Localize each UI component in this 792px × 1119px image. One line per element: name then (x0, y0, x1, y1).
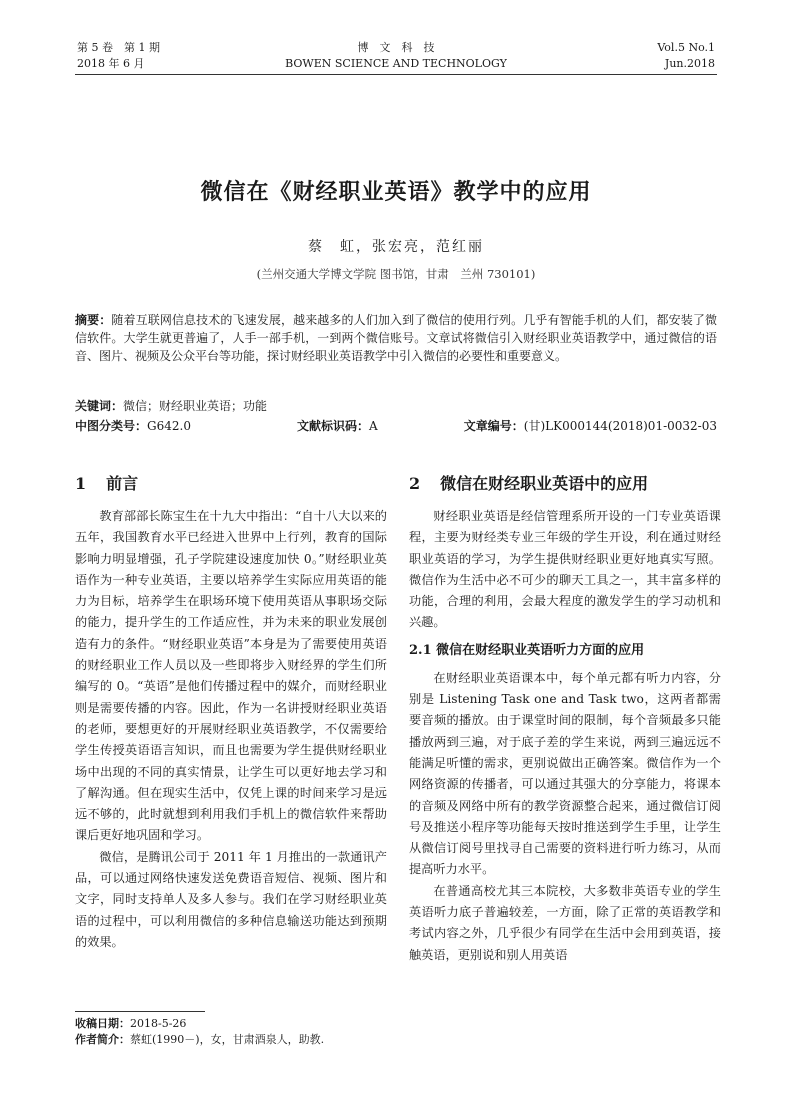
section-1-number: 1 (75, 474, 87, 493)
abstract-label: 摘要： (75, 313, 112, 327)
paper-title: 微信在《财经职业英语》教学中的应用 (200, 179, 592, 205)
author-affiliation: (兰州交通大学博文学院 图书馆，甘肃 兰州 730101) (256, 267, 536, 281)
subsection-2-1-heading: 2.1 微信在财经职业英语听力方面的应用 (409, 642, 645, 658)
article-number-label: 文章编号： (463, 419, 524, 433)
received-date (75, 1016, 186, 1032)
section-2-paragraph: 财经职业英语是经信管理系所开设的一门专业英语课程，主要为财经类专业三年级的学生开设，利在通过财经职业英语的学习，为学生提供财经职业更好地真实写照。微信作为生活中必不可少的聊天工具之一，其丰富多样的功能，合理的利用，会最大程度的激发学生的学习动机和兴趣。 (409, 509, 721, 630)
received-value: 2018-5-26 (130, 1017, 187, 1030)
keywords (75, 397, 717, 415)
publication-date: 2018 年 6 月 (77, 57, 145, 70)
volume-issue: 第 5 卷 第 1 期 (77, 41, 160, 54)
article-number-value: (甘)LK000144(2018)01-0032-03 (523, 419, 717, 433)
section-1-title: 前言 (106, 474, 139, 493)
journal-volume-info-en (657, 40, 715, 72)
section-2-heading (409, 472, 721, 496)
document-code (297, 417, 378, 435)
abstract (75, 311, 717, 365)
right-column (409, 472, 721, 966)
left-column (75, 472, 387, 953)
clc-number (75, 417, 191, 435)
subsection-2-1-paragraph: 在普通高校尤其三本院校，大多数非英语专业的学生英语听力底子普遍较差，一方面，除了正常的英语教学和考试内容之外，几乎很少有同学在生活中会用到英语，接触英语，更别说和别人用英语 (409, 883, 721, 962)
section-1-paragraph: 教育部部长陈宝生在十九大中指出：“自十八大以来的五年，我国教育水平已经进入世界中上行列，教育的国际影响力明显增强，孔子学院建设速度加快 0。”财经职业英语作为一种专业英语，主要以培养学生实际应用英语的能力为目标，培养学生在职场环境下使用英语从事职场交际的能力，提升学生的工作适应性，并为未来的职业发展创造有力的条件。“财经职业英语”本身是为了需要使用英语的财经职业工作人员以及一些即将步入财经界的学生们所编写的 0。“英语”是他们传播过程中的媒介，而财经职业则是需要传播的内容。因此，作为一名讲授财经职业英语的老师，要想更好的开展财经职业英语教学，不仅需要给学生传授英语语言知识，而且也需要为学生提供财经职业场中出现的不同的真实情景，让学生可以更好地去学习和了解沟通。但在现实生活中，仅凭上课的时间来学习是远远不够的，此时就想到利用我们手机上的微信软件来帮助课后更好地巩固和学习。 (75, 509, 387, 843)
section-2-title: 微信在财经职业英语中的应用 (440, 474, 649, 493)
footnote-divider (75, 1011, 205, 1012)
paper-authors: 蔡 虹，张宏亮，范红丽 (308, 239, 484, 255)
author-bio-label: 作者简介： (75, 1033, 130, 1046)
section-2-number: 2 (409, 474, 421, 493)
author-bio-value: 蔡虹(1990－)，女，甘肃酒泉人，助教. (130, 1033, 325, 1046)
clc-value: G642.0 (147, 419, 191, 433)
keywords-label: 关键词： (75, 399, 124, 413)
doc-code-label: 文献标识码： (297, 419, 370, 433)
keywords-text: 微信；财经职业英语；功能 (123, 399, 268, 413)
publication-date-en: Jun.2018 (664, 57, 715, 70)
journal-name-cn: 博 文 科 技 (357, 41, 435, 54)
section-1-paragraph: 微信，是腾讯公司于 2011 年 1 月推出的一款通讯产品，可以通过网络快速发送免费语音短信、视频、图片和文字，同时支持单人及多人参与。我们在学习财经职业英语的过程中，可以利用微信的多种信息输送功能达到预期的效果。 (75, 849, 387, 949)
journal-name-en: BOWEN SCIENCE AND TECHNOLOGY (285, 57, 507, 70)
section-1-heading (75, 472, 387, 496)
header-divider (75, 74, 717, 75)
volume-issue-en: Vol.5 No.1 (657, 41, 715, 54)
subsection-2-1-paragraph: 在财经职业英语课本中，每个单元都有听力内容，分别是 Listening Task one and Task two，这两者都需要音频的播放。由于课堂时间的限制，每个音频最多只能播放两到三遍，对于底子差的学生来说，两到三遍远远不能满足听懂的需求，更别说做出正确答案。微信作为一个网络资源的传播者，可以通过其强大的分享能力，将课本的音频及网络中所有的教学资源整合起来，通过微信订阅号及推送小程序等功能每天按时推送到学生手里，让学生从微信订阅号里找寻自己需要的资料进行听力练习，从而提高听力水平。 (409, 670, 721, 877)
article-number (464, 417, 717, 435)
abstract-text: 随着互联网信息技术的飞速发展，越来越多的人们加入到了微信的使用行列。几乎有智能手机的人们，都安装了微信软件。大学生就更普遍了，人手一部手机，一到两个微信账号。文章试将微信引入财经职业英语教学中，通过微信的语音、图片、视频及公众平台等功能，探讨财经职业英语教学中引入微信的必要性和重要意义。 (75, 313, 717, 363)
clc-label: 中图分类号： (75, 419, 148, 433)
doc-code-value: A (369, 419, 378, 433)
received-label: 收稿日期： (75, 1017, 130, 1030)
author-bio (75, 1032, 324, 1048)
